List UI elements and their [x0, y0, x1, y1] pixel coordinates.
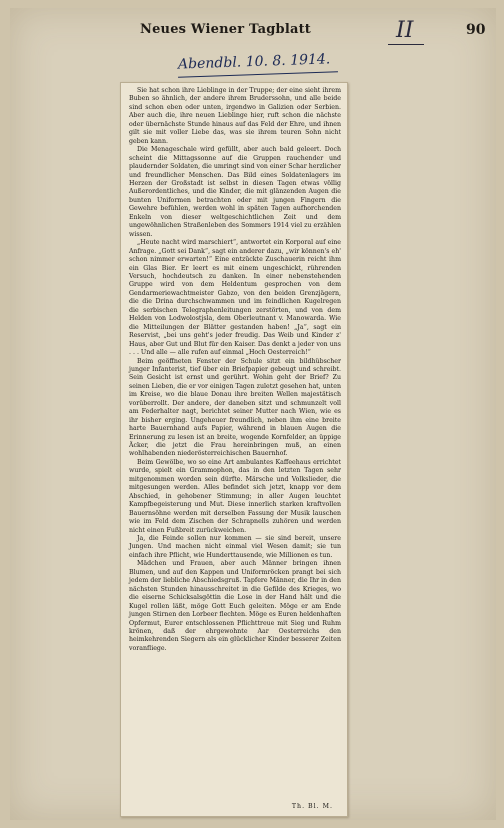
volume-numeral: II: [396, 18, 414, 43]
article-text: [129, 87, 341, 653]
article-paragraph: Ja, die Feinde sollen nur kommen — sie sind bereit, unsere Jungen. Und machen nicht einmal viel Wesen damit; sie tun einfach ihre Pflicht, wie Hunderttausende, wie Millionen es tun.: [129, 535, 341, 559]
numeral-underline: [388, 44, 424, 45]
newspaper-masthead: Neues Wiener Tagblatt: [140, 22, 312, 37]
newspaper-clipping: [120, 82, 348, 817]
article-paragraph: Mädchen und Frauen, aber auch Männer bringen ihnen Blumen, und auf den Kappen und Uniformröcken prangt bei sich jedem der liebliche Abschiedsgruß. Tapfere Männer, die Ihr in den nächsten Stunden hinausschreitet in die Gefilde des Krieges, wo die eiserne Schicksalsgöttin die Lose in der Hand hält und die Kugel rollen läßt, möge Gott Euch geleiten. Möge er am Ende jungen Stirnen den Lorbeer flechten. Möge es Euren heldenhaften Opfermut, Eurer entschlossenen Pflichttreue mit Sieg und Ruhm krönen, daß der ehrgewohnte Aar Oesterreichs den heimkehrenden Siegern als ein glücklicher Kinder besserer Zeiten voranfliege.: [129, 560, 341, 652]
article-paragraph: Beim geöffneten Fenster der Schule sitzt ein bildhübscher junger Infanterist, tief über ein Briefpapier gebeugt und schreibt. Sein Gesicht ist ernst und gerührt. Wohin geht der Brief? Zu seinen Lieben, die er vor einigen Tagen zuletzt gesehen hat, unten im Kreise, wo die blaue Donau ihre breiten Wellen majestätisch vorüberrollt. Der andere, der daneben sitzt und schmunzelt voll am Federhalter nagt, berichtet seiner Mutter nach Wien, wie es ihr bisher erging. Ungeheuer freundlich, neben ihm eine breite harte Bauernhand aufs Papier, während in blauen Augen die Erinnerung zu lesen ist an breite, wogende Kornfelder, an üppige Äcker, die jetzt die Frau hereinbringen muß, an einen wohlhabenden niederösterreichischen Bauernhof.: [129, 357, 341, 458]
page-number: 90: [466, 22, 486, 38]
article-signature: Th. Bl. M.: [291, 803, 333, 810]
article-paragraph: Beim Gewölbe, wo so eine Art ambulantes Kaffeehaus errichtet wurde, spielt ein Grammophon, das in den letzten Tagen sehr mitgenommen worden sein dürfte. Märsche und Volkslieder, die mitgesungen werden. Alles befindet sich jetzt, knapp vor dem Abschied, in gehobener Stimmung; in aller Augen leuchtet Kampfbegeisterung und Mut. Diese innerlich starken kraftvollen Bauernsöhne werden mit derselben Fassung der Musik lauschen wie im Feld dem Zischen der Schrapnells zuhören und werden nicht einen Fußbreit zurückweichen.: [129, 458, 341, 534]
date-underline: [178, 71, 338, 78]
article-paragraph: „Heute nacht wird marschiert“, antwortet ein Korporal auf eine Anfrage. „Gott sei Dank“, sagt ein anderer dazu, „wir können's eh' schon nimmer erwarten!“ Eine entzückte Zuschauerin reicht ihm ein Glas Bier. Er leert es mit einem ungeschickt, rührenden Versuch, hochdeutsch zu danken. In einer nebenstehenden Gruppe wird von dem Heldentum gesprochen von dem Gendarmeriewachtmeister Gabzo, von den beiden Grenzjägern, die die Drina durchschwammen und im feindlichen Kugelregen die serbischen Telegraphenleitungen zerstörten, und von dem Helden von Lodwolostjsla, dem Oberleutnant v. Manowarda. Wie die Mitteilungen der Blätter gestanden haben! „Ja“, sagt ein Reservist, „bei uns geht's jeder freudig. Das Weib und Kinder z' Haus, aber Gut und Blut für den Kaiser. Das denkt a jeder von uns . . . Und alle — alle rufen auf einmal „Hoch Oesterreich!“: [129, 239, 341, 357]
article-paragraph: Sie hat schon ihre Lieblinge in der Truppe; der eine sieht ihrem Buben so ähnlich, der andere ihrem Bruderssohn, und alle beide sind schon eben oder unten, irgendwo in Galizien oder Serbien. Aber auch die, ihre neuen Lieblinge hier, ruft schon die nächste oder übernächste Stunde hinaus auf das Feld der Ehre, und ihnen gilt sie mit voller Liebe das, was sie ihrem teuren Sohn nicht geben kann.: [129, 87, 341, 145]
archive-sheet: [10, 8, 496, 820]
article-paragraph: Die Menageschale wird gefüllt, aber auch bald geleert. Doch scheint die Mittagssonne auf die Gruppen rauchender und plaudernder Soldaten, die umringt sind von einer Schar herzlicher und freundlicher Menschen. Das Bild eines Soldatenlagers im Herzen der Großstadt ist selbst in diesen Tagen etwas völlig Außerordentliches, und die Kinder, die mit glänzenden Augen die bunten Uniformen betrachten oder mit jungen Fingern die Gewehre befühlen, werden wohl in späten Tagen aufhorchenden Enkeln von dieser weltgeschichtlichen Zeit und dem ungewöhnlichen Straßenleben des Sommers 1914 viel zu erzählen wissen.: [129, 146, 341, 238]
handwritten-date: Abendbl. 10. 8. 1914.: [177, 51, 331, 73]
